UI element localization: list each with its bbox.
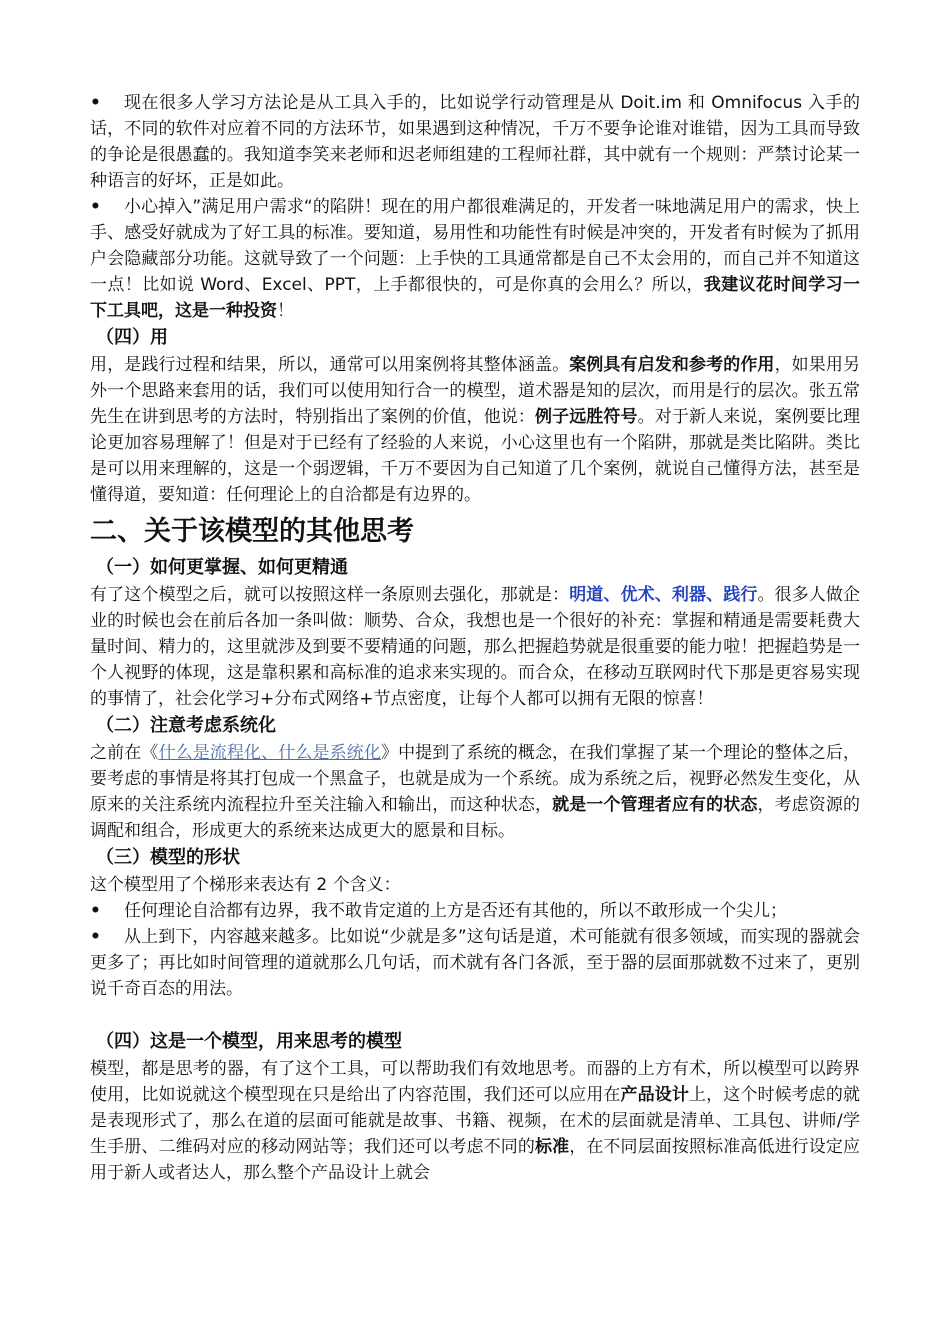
- text-run: 用，是践行过程和结果，所以，通常可以用案例将其整体涵盖。: [90, 355, 570, 375]
- bullet-marker: •: [90, 93, 101, 113]
- paragraph-systematization: [90, 740, 860, 844]
- document-page: [90, 90, 860, 1186]
- heading-use: （四）用: [96, 327, 168, 348]
- text-run: 》中提到了系统的概念，在我们掌握了某一个理论的整体之后，要考虑的事情是将其打包成一个黑盒子，也就是成为一个系统。成为系统之后，视野必然发生变化，从原来的关注系统内流程拉升至关注输入和输出，而这种状态，: [90, 743, 861, 815]
- bold-text: 产品设计: [620, 1085, 689, 1105]
- text-run: 。对于新人来说，案例要比理论更加容易理解了！但是对于已经有了经验的人来说，小心这里也有一个陷阱，那就是类比陷阱。类比是可以用来理解的，这是一个弱逻辑，千万不要因为自己知道了几个案例，就说自己懂得方法，甚至是懂得道，要知道：任何理论上的自洽都是有边界的。: [90, 407, 861, 505]
- bullet-text: 从上到下，内容越来越多。比如说“少就是多”这句话是道，术可能就有很多领域，而实现的器就会更多了；再比如时间管理的道就那么几句话，而术就有各门各派，至于器的层面那就数不过来了，更别说千奇百态的用法。: [90, 927, 860, 999]
- heading-thinking-model: （四）这是一个模型，用来思考的模型: [96, 1031, 402, 1052]
- text-run: 上，这个时候考虑的就是表现形式了，那么在道的层面可能就是故事、书籍、视频，在术的层面就是清单、工具包、讲师/学生手册、二维码对应的移动网站等；我们还可以考虑不同的: [90, 1085, 861, 1157]
- heading-mastery: （一）如何更掌握、如何更精通: [96, 557, 348, 578]
- bold-text: 例子远胜符号: [534, 407, 638, 427]
- bold-text: 就是一个管理者应有的状态: [552, 795, 758, 815]
- text-run: ，在不同层面按照标准高低进行设定应用于新人或者达人，那么整个产品设计上就会: [90, 1137, 861, 1183]
- highlighted-principle: 明道、优术、利器、践行: [569, 585, 758, 605]
- paragraph-mastery: [90, 582, 860, 712]
- paragraph-model-shape-intro: 这个模型用了个梯形来表达有 2 个含义：: [90, 875, 401, 895]
- bullet-paragraph-tools: [90, 90, 860, 194]
- bullet-text: ！: [277, 301, 294, 321]
- heading-systematization: （二）注意考虑系统化: [96, 715, 276, 736]
- paragraph-use: [90, 352, 860, 508]
- bullet-paragraph-boundary: [90, 898, 860, 924]
- spacer: [90, 1002, 860, 1028]
- text-run: 有了这个模型之后，就可以按照这样一条原则去强化，那就是：: [90, 585, 570, 605]
- bullet-paragraph-trap: [90, 194, 860, 324]
- bullet-marker: •: [90, 901, 101, 921]
- section-title: 二、关于该模型的其他思考: [90, 516, 414, 547]
- bullet-text: 任何理论自洽都有边界，我不敢肯定道的上方是否还有其他的，所以不敢形成一个尖儿；: [124, 901, 787, 921]
- bold-text: 我建议花时间学习一下工具吧，这是一种投资: [90, 275, 860, 321]
- text-run: ，考虑资源的调配和组合，形成更大的系统来达成更大的愿景和目标。: [90, 795, 861, 841]
- text-run: 。很多人做企业的时候也会在前后各加一条叫做：顺势、合众，我想也是一个很好的补充：掌握和精通是需要耗费大量时间、精力的，这里就涉及到要不要精通的问题，那么把握趋势就是很重要的能力啦！把握趋势是一个人视野的体现，这是靠积累和高标准的追求来实现的。而合众，在移动互联网时代下那是更容易实现的事情了，社会化学习+分布式网络+节点密度，让每个人都可以拥有无限的惊喜！: [90, 585, 861, 709]
- bullet-marker: •: [90, 927, 101, 947]
- text-run: ，如果用另外一个思路来套用的话，我们可以使用知行合一的模型，道术器是知的层次，而用是行的层次。张五常先生在讲到思考的方法时，特别指出了案例的价值，他说：: [90, 355, 861, 427]
- heading-model-shape: （三）模型的形状: [96, 847, 240, 868]
- bullet-paragraph-more-content: [90, 924, 860, 1002]
- bold-text: 案例具有启发和参考的作用: [569, 355, 775, 375]
- text-run: 模型，都是思考的器，有了这个工具，可以帮助我们有效地思考。而器的上方有术，所以模型可以跨界使用，比如说就这个模型现在只是给出了内容范围，我们还可以应用在: [90, 1059, 860, 1105]
- paragraph-thinking-model: [90, 1056, 860, 1186]
- article-link[interactable]: 什么是流程化、什么是系统化: [158, 743, 381, 763]
- bold-text: 标准: [534, 1137, 570, 1157]
- bullet-marker: •: [90, 197, 101, 217]
- bullet-text: 现在很多人学习方法论是从工具入手的，比如说学行动管理是从 Doit.im 和 Omnifocus 入手的话，不同的软件对应着不同的方法环节，如果遇到这种情况，千万不要争论谁对谁错，因为工具而导致的争论是很愚蠢的。我知道李笑来老师和迟老师组建的工程师社群，其中就有一个规则：严禁讨论某一种语言的好坏，正是如此。: [90, 93, 860, 191]
- bullet-text: 小心掉入”满足用户需求“的陷阱！现在的用户都很难满足的，开发者一味地满足用户的需求，快上手、感受好就成为了好工具的标准。要知道，易用性和功能性有时候是冲突的，开发者有时候为了抓用户会隐藏部分功能。这就导致了一个问题：上手快的工具通常都是自己不太会用的，而自己并不知道这一点！比如说 Word、Excel、PPT，上手都很快的，可是你真的会用么？所以，: [90, 197, 860, 295]
- text-run: 之前在《: [90, 743, 159, 763]
